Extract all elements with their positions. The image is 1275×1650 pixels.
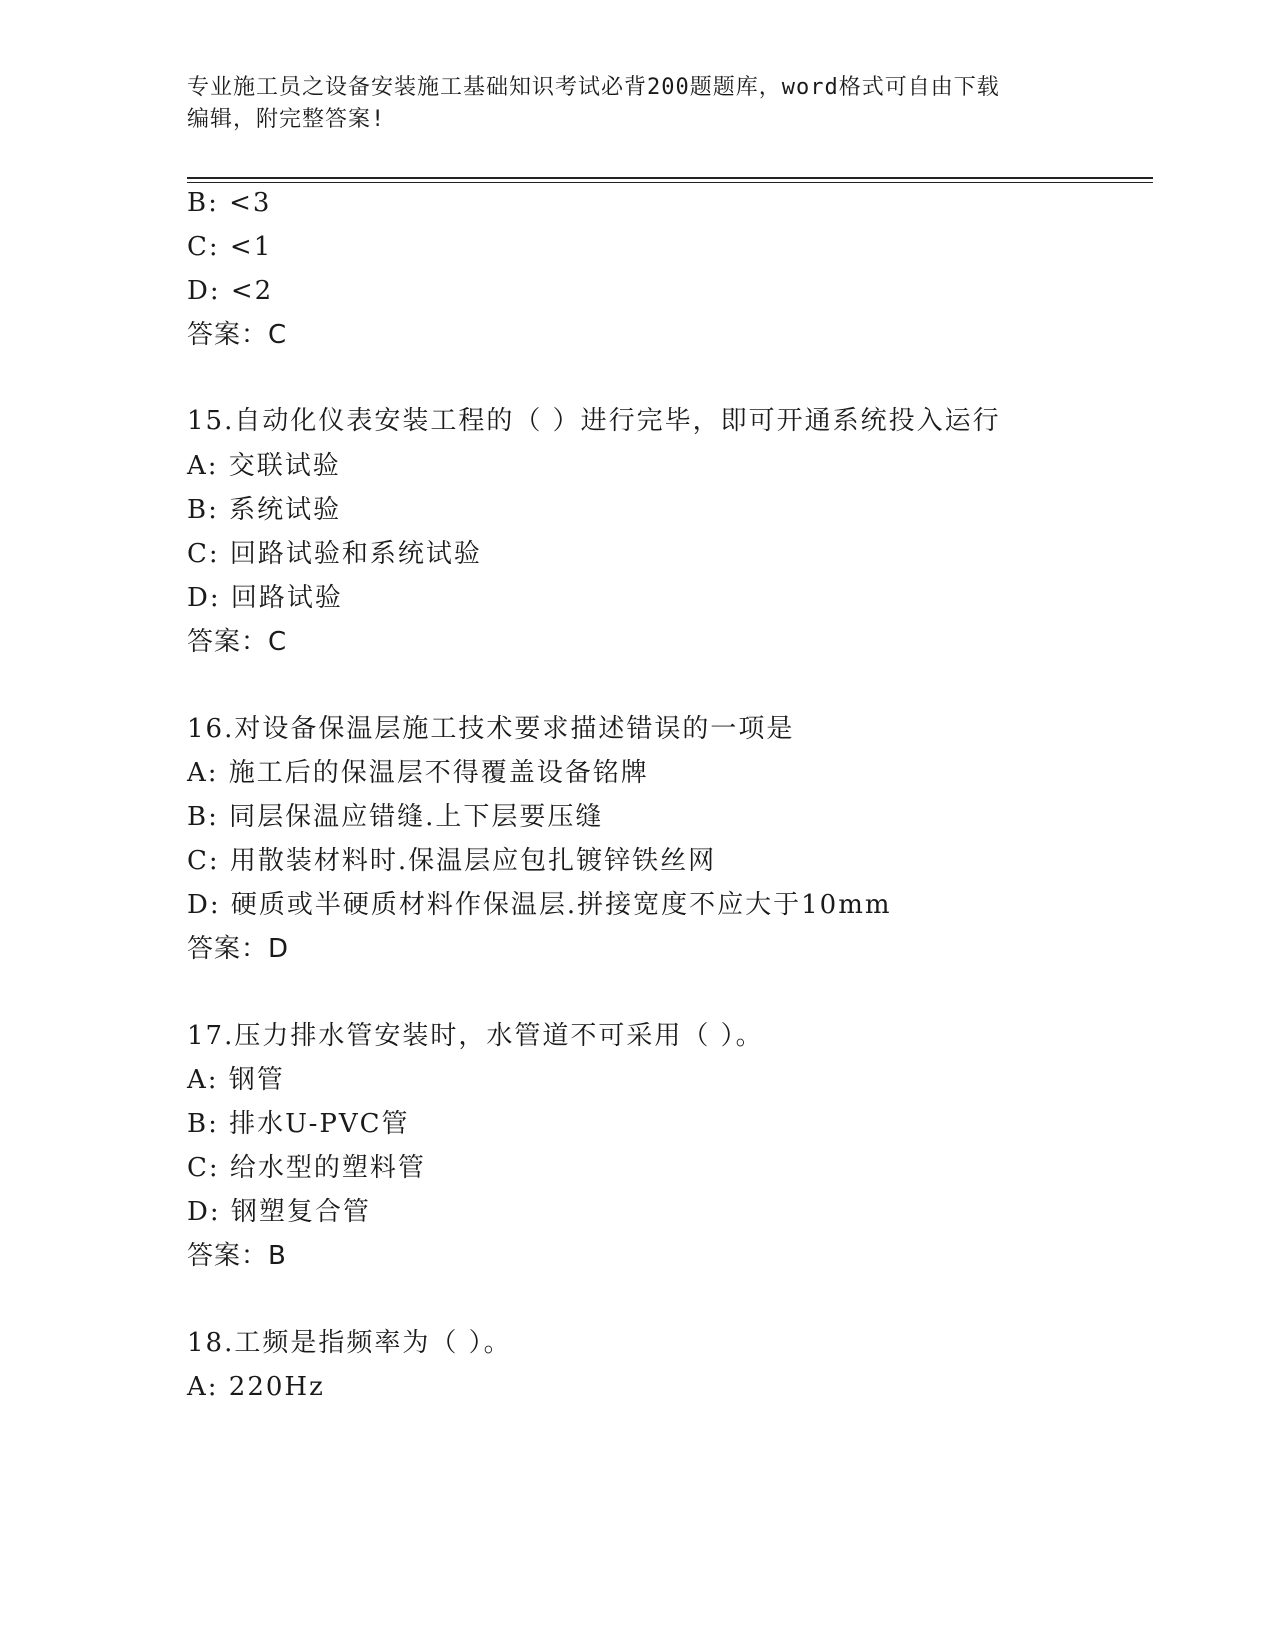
q17-answer: 答案：B <box>187 1241 287 1271</box>
q16-option-c: C: 用散装材料时.保温层应包扎镀锌铁丝网 <box>187 846 717 876</box>
q17-option-d: D: 钢塑复合管 <box>187 1197 371 1227</box>
q14-option-b: B: <3 <box>187 188 272 218</box>
q18-option-a: A: 220Hz <box>187 1372 325 1402</box>
q17-option-a: A: 钢管 <box>187 1065 285 1095</box>
q14-answer: 答案：C <box>187 320 288 350</box>
q16-question: 16.对设备保温层施工技术要求描述错误的一项是 <box>187 714 795 744</box>
header-title-line1: 专业施工员之设备安装施工基础知识考试必背200题题库，word格式可自由下载 <box>187 75 1000 100</box>
q17-option-b: B: 排水U-PVC管 <box>187 1109 410 1139</box>
q15-option-d: D: 回路试验 <box>187 583 343 613</box>
header-title-line2: 编辑，附完整答案! <box>187 107 386 132</box>
document-header <box>187 72 1087 136</box>
header-divider-thin <box>187 182 1153 183</box>
q15-question: 15.自动化仪表安装工程的（ ）进行完毕，即可开通系统投入运行 <box>187 406 1001 436</box>
q18-question: 18.工频是指频率为（ ）。 <box>187 1328 512 1358</box>
q17-option-c: C: 给水型的塑料管 <box>187 1153 426 1183</box>
q16-option-a: A: 施工后的保温层不得覆盖设备铭牌 <box>187 758 649 788</box>
q16-option-b: B: 同层保温应错缝.上下层要压缝 <box>187 802 604 832</box>
q14-option-c: C: <1 <box>187 232 273 262</box>
q16-answer: 答案：D <box>187 934 290 964</box>
q16-option-d: D: 硬质或半硬质材料作保温层.拼接宽度不应大于10mm <box>187 890 892 920</box>
q14-option-d: D: <2 <box>187 276 274 306</box>
q15-answer: 答案：C <box>187 627 288 657</box>
q17-question: 17.压力排水管安装时，水管道不可采用（ ）。 <box>187 1021 764 1051</box>
q15-option-a: A: 交联试验 <box>187 451 341 481</box>
q15-option-b: B: 系统试验 <box>187 495 342 525</box>
q15-option-c: C: 回路试验和系统试验 <box>187 539 482 569</box>
header-divider <box>187 177 1153 179</box>
